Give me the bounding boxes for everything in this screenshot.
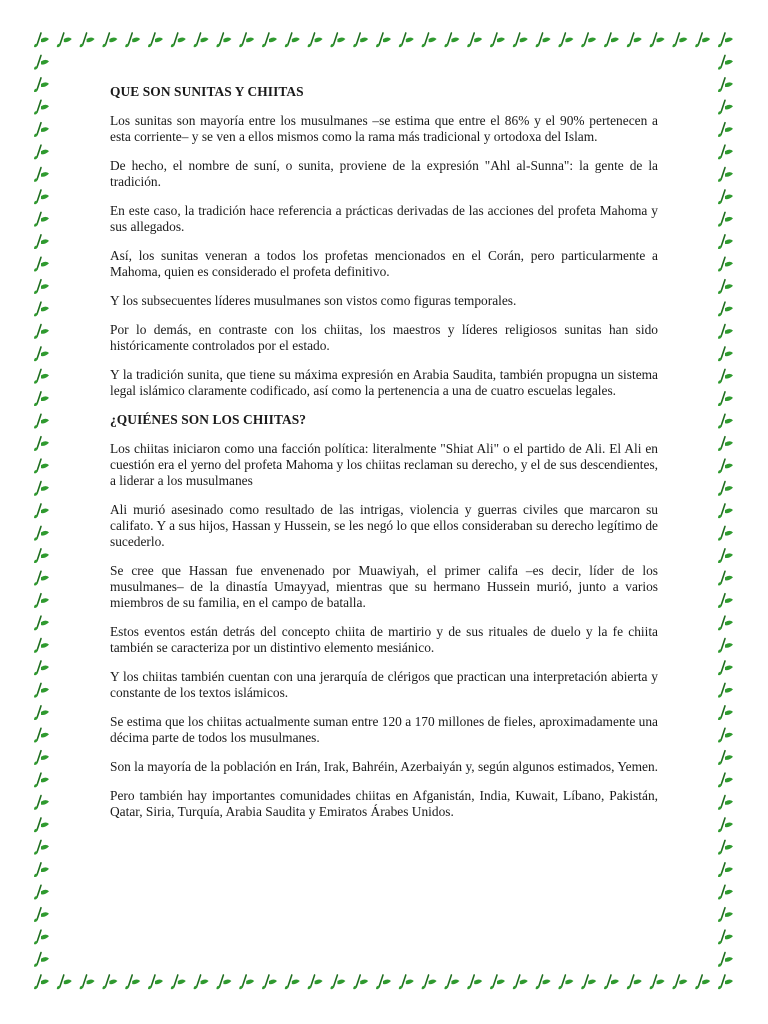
green-leaf-ornament-icon [34, 728, 49, 742]
paragraph: Se estima que los chiitas actualmente suman entre 120 a 170 millones de fieles, aproximadamente una décima parte de todos los musulmanes. [110, 714, 658, 745]
section-chiitas [110, 412, 658, 820]
green-leaf-ornament-icon [467, 33, 482, 47]
document-body [110, 84, 658, 833]
section-heading-sunitas: QUE SON SUNITAS Y CHIITAS [110, 84, 304, 99]
green-leaf-ornament-icon [718, 549, 733, 563]
green-leaf-ornament-icon [718, 526, 733, 540]
green-leaf-ornament-icon [718, 818, 733, 832]
green-leaf-ornament-icon [718, 504, 733, 518]
green-leaf-ornament-icon [718, 639, 733, 653]
green-leaf-ornament-icon [718, 482, 733, 496]
green-leaf-ornament-icon [558, 33, 573, 47]
green-leaf-ornament-icon [80, 33, 95, 47]
green-leaf-ornament-icon [34, 639, 49, 653]
green-leaf-ornament-icon [125, 33, 140, 47]
green-leaf-ornament-icon [718, 33, 733, 47]
green-leaf-ornament-icon [718, 594, 733, 608]
green-leaf-ornament-icon [718, 930, 733, 944]
green-leaf-ornament-icon [80, 975, 95, 989]
section-heading-chiitas: ¿QUIÉNES SON LOS CHIITAS? [110, 412, 307, 427]
green-leaf-ornament-icon [490, 33, 505, 47]
green-leaf-ornament-icon [422, 33, 437, 47]
green-leaf-ornament-icon [34, 459, 49, 473]
green-leaf-ornament-icon [718, 369, 733, 383]
green-leaf-ornament-icon [718, 145, 733, 159]
green-leaf-ornament-icon [718, 706, 733, 720]
green-leaf-ornament-icon [34, 257, 49, 271]
green-leaf-ornament-icon [672, 975, 687, 989]
green-leaf-ornament-icon [308, 975, 323, 989]
green-leaf-ornament-icon [718, 55, 733, 69]
green-leaf-ornament-icon [650, 975, 665, 989]
green-leaf-ornament-icon [57, 33, 72, 47]
green-leaf-ornament-icon [34, 975, 49, 989]
green-leaf-ornament-icon [718, 616, 733, 630]
green-leaf-ornament-icon [718, 212, 733, 226]
green-leaf-ornament-icon [376, 975, 391, 989]
green-leaf-ornament-icon [422, 975, 437, 989]
green-leaf-ornament-icon [353, 33, 368, 47]
green-leaf-ornament-icon [34, 235, 49, 249]
green-leaf-ornament-icon [604, 33, 619, 47]
green-leaf-ornament-icon [34, 571, 49, 585]
green-leaf-ornament-icon [34, 549, 49, 563]
green-leaf-ornament-icon [34, 706, 49, 720]
paragraph: Pero también hay importantes comunidades chiitas en Afganistán, India, Kuwait, Líbano, Pakistán, Qatar, Siria, Turquía, Arabia Saudita y Emiratos Árabes Unidos. [110, 788, 658, 819]
green-leaf-ornament-icon [216, 33, 231, 47]
green-leaf-ornament-icon [34, 751, 49, 765]
green-leaf-ornament-icon [718, 953, 733, 967]
green-leaf-ornament-icon [34, 168, 49, 182]
green-leaf-ornament-icon [330, 33, 345, 47]
green-leaf-ornament-icon [718, 414, 733, 428]
green-leaf-ornament-icon [444, 33, 459, 47]
green-leaf-ornament-icon [308, 33, 323, 47]
green-leaf-ornament-icon [34, 123, 49, 137]
green-leaf-ornament-icon [148, 33, 163, 47]
green-leaf-ornament-icon [444, 975, 459, 989]
green-leaf-ornament-icon [285, 33, 300, 47]
green-leaf-ornament-icon [399, 975, 414, 989]
green-leaf-ornament-icon [490, 975, 505, 989]
green-leaf-ornament-icon [672, 33, 687, 47]
paragraph: Por lo demás, en contraste con los chiitas, los maestros y líderes religiosos sunitas han sido históricamente controlados por el estado. [110, 322, 658, 353]
green-leaf-ornament-icon [695, 33, 710, 47]
green-leaf-ornament-icon [581, 33, 596, 47]
green-leaf-ornament-icon [376, 33, 391, 47]
green-leaf-ornament-icon [718, 235, 733, 249]
green-leaf-ornament-icon [718, 280, 733, 294]
green-leaf-ornament-icon [718, 100, 733, 114]
paragraph: Son la mayoría de la población en Irán, Irak, Bahréin, Azerbaiyán y, según algunos estimados, Yemen. [110, 759, 659, 774]
green-leaf-ornament-icon [194, 975, 209, 989]
green-leaf-ornament-icon [34, 616, 49, 630]
green-leaf-ornament-icon [718, 796, 733, 810]
green-leaf-ornament-icon [718, 392, 733, 406]
green-leaf-ornament-icon [34, 55, 49, 69]
green-leaf-ornament-icon [34, 392, 49, 406]
green-leaf-ornament-icon [718, 751, 733, 765]
green-leaf-ornament-icon [34, 325, 49, 339]
green-leaf-ornament-icon [718, 773, 733, 787]
green-leaf-ornament-icon [513, 975, 528, 989]
green-leaf-ornament-icon [34, 594, 49, 608]
green-leaf-ornament-icon [34, 369, 49, 383]
green-leaf-ornament-icon [34, 908, 49, 922]
green-leaf-ornament-icon [216, 975, 231, 989]
green-leaf-ornament-icon [285, 975, 300, 989]
green-leaf-ornament-icon [718, 661, 733, 675]
green-leaf-ornament-icon [34, 482, 49, 496]
paragraph: Se cree que Hassan fue envenenado por Muawiyah, el primer califa –es decir, líder de los musulmanes– de la dinastía Umayyad, mientras que su hermano Hussein murió, junto a varios miembros de su familia, en el campo de batalla. [110, 563, 658, 610]
green-leaf-ornament-icon [399, 33, 414, 47]
green-leaf-ornament-icon [34, 683, 49, 697]
green-leaf-ornament-icon [34, 504, 49, 518]
green-leaf-ornament-icon [718, 885, 733, 899]
green-leaf-ornament-icon [34, 661, 49, 675]
green-leaf-ornament-icon [604, 975, 619, 989]
green-leaf-ornament-icon [718, 437, 733, 451]
green-leaf-ornament-icon [718, 683, 733, 697]
green-leaf-ornament-icon [34, 280, 49, 294]
green-leaf-ornament-icon [718, 123, 733, 137]
green-leaf-ornament-icon [194, 33, 209, 47]
paragraph: Así, los sunitas veneran a todos los profetas mencionados en el Corán, pero particularmente a Mahoma, quien es considerado el profeta definitivo. [110, 248, 658, 279]
paragraph: Ali murió asesinado como resultado de las intrigas, violencia y guerras civiles que marcaron su califato. Y a sus hijos, Hassan y Hussein, se les negó lo que ellos consideraban su derecho legítimo de sucederlo. [110, 502, 658, 549]
green-leaf-ornament-icon [718, 168, 733, 182]
green-leaf-ornament-icon [718, 78, 733, 92]
green-leaf-ornament-icon [34, 526, 49, 540]
green-leaf-ornament-icon [581, 975, 596, 989]
green-leaf-ornament-icon [718, 302, 733, 316]
green-leaf-ornament-icon [330, 975, 345, 989]
green-leaf-ornament-icon [34, 347, 49, 361]
paragraph: Y los chiitas también cuentan con una jerarquía de clérigos que practican una interpretación abierta y constante de los textos islámicos. [110, 669, 658, 700]
green-leaf-ornament-icon [34, 840, 49, 854]
green-leaf-ornament-icon [353, 975, 368, 989]
green-leaf-ornament-icon [718, 257, 733, 271]
green-leaf-ornament-icon [57, 975, 72, 989]
green-leaf-ornament-icon [34, 930, 49, 944]
green-leaf-ornament-icon [171, 975, 186, 989]
green-leaf-ornament-icon [34, 145, 49, 159]
green-leaf-ornament-icon [239, 33, 254, 47]
green-leaf-ornament-icon [34, 33, 49, 47]
green-leaf-ornament-icon [695, 975, 710, 989]
green-leaf-ornament-icon [718, 347, 733, 361]
green-leaf-ornament-icon [262, 975, 277, 989]
green-leaf-ornament-icon [513, 33, 528, 47]
green-leaf-ornament-icon [262, 33, 277, 47]
paragraph: Los chiitas iniciaron como una facción política: literalmente "Shiat Ali" o el partido de Ali. El Ali en cuestión era el yerno del profeta Mahoma y los chiitas reclaman su derecho, y el de sus descendientes, a liderar a los musulmanes [110, 441, 658, 488]
green-leaf-ornament-icon [718, 728, 733, 742]
green-leaf-ornament-icon [125, 975, 140, 989]
green-leaf-ornament-icon [171, 33, 186, 47]
green-leaf-ornament-icon [102, 33, 117, 47]
green-leaf-ornament-icon [718, 908, 733, 922]
green-leaf-ornament-icon [34, 100, 49, 114]
green-leaf-ornament-icon [34, 437, 49, 451]
green-leaf-ornament-icon [34, 212, 49, 226]
green-leaf-ornament-icon [239, 975, 254, 989]
green-leaf-ornament-icon [34, 78, 49, 92]
green-leaf-ornament-icon [536, 33, 551, 47]
green-leaf-ornament-icon [650, 33, 665, 47]
green-leaf-ornament-icon [718, 325, 733, 339]
paragraph: Los sunitas son mayoría entre los musulmanes –se estima que entre el 86% y el 90% pertenecen a esta corriente– y se ven a ellos mismos como la rama más tradicional y ortodoxa del Islam. [110, 113, 658, 144]
green-leaf-ornament-icon [627, 975, 642, 989]
green-leaf-ornament-icon [718, 863, 733, 877]
green-leaf-ornament-icon [558, 975, 573, 989]
green-leaf-ornament-icon [34, 818, 49, 832]
green-leaf-ornament-icon [627, 33, 642, 47]
green-leaf-ornament-icon [148, 975, 163, 989]
green-leaf-ornament-icon [34, 863, 49, 877]
green-leaf-ornament-icon [34, 796, 49, 810]
green-leaf-ornament-icon [34, 773, 49, 787]
green-leaf-ornament-icon [102, 975, 117, 989]
paragraph: Y la tradición sunita, que tiene su máxima expresión en Arabia Saudita, también propugna un sistema legal islámico claramente codificado, así como la pertenencia a una de cuatro escuelas legales. [110, 367, 658, 398]
green-leaf-ornament-icon [34, 953, 49, 967]
green-leaf-ornament-icon [718, 459, 733, 473]
green-leaf-ornament-icon [718, 190, 733, 204]
green-leaf-ornament-icon [34, 190, 49, 204]
green-leaf-ornament-icon [536, 975, 551, 989]
paragraph: Y los subsecuentes líderes musulmanes son vistos como figuras temporales. [110, 293, 517, 308]
green-leaf-ornament-icon [34, 302, 49, 316]
green-leaf-ornament-icon [34, 885, 49, 899]
paragraph: En este caso, la tradición hace referencia a prácticas derivadas de las acciones del profeta Mahoma y sus allegados. [110, 203, 658, 234]
green-leaf-ornament-icon [718, 975, 733, 989]
green-leaf-ornament-icon [467, 975, 482, 989]
green-leaf-ornament-icon [34, 414, 49, 428]
green-leaf-ornament-icon [718, 840, 733, 854]
paragraph: Estos eventos están detrás del concepto chiita de martirio y de sus rituales de duelo y la fe chiita también se caracteriza por un distintivo elemento mesiánico. [110, 624, 658, 655]
green-leaf-ornament-icon [718, 571, 733, 585]
paragraph: De hecho, el nombre de suní, o sunita, proviene de la expresión "Ahl al-Sunna": la gente de la tradición. [110, 158, 658, 189]
